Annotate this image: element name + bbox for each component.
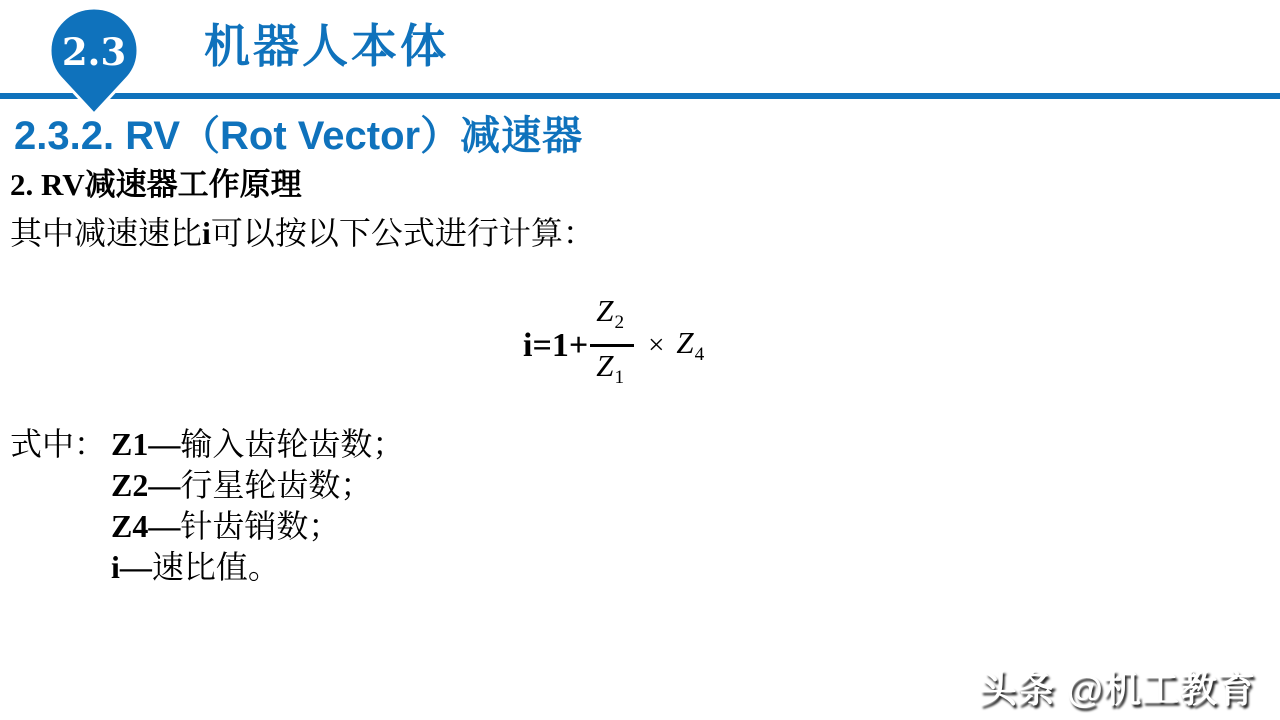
definition-dash: —	[148, 426, 181, 462]
definition-term: Z2	[111, 467, 149, 503]
section-number-badge: 2.3	[61, 30, 127, 74]
formula-fraction	[590, 292, 634, 399]
formula-multiply-operator: ×	[648, 329, 665, 362]
subheading: 2. RV减速器工作原理	[10, 167, 302, 202]
definition-dash: —	[148, 467, 181, 503]
formula-denominator	[590, 347, 634, 399]
speed-ratio-formula	[523, 292, 704, 399]
watermark: 头条 @机工教育	[979, 669, 1256, 710]
definition-term: Z4	[111, 508, 149, 544]
header-divider-line	[0, 93, 1280, 99]
definition-term: Z1	[111, 426, 149, 462]
definition-description: 行星轮齿数；	[180, 467, 373, 503]
intro-variable: i	[202, 215, 211, 251]
symbol-definitions	[10, 424, 404, 588]
definition-row	[10, 547, 404, 588]
definition-description: 针齿销数；	[180, 508, 341, 544]
section-heading	[14, 113, 583, 159]
denominator-base: Z	[596, 348, 614, 384]
definition-row	[10, 424, 404, 465]
definitions-label: 式中：	[10, 426, 107, 462]
definition-description: 输入齿轮齿数；	[180, 426, 405, 462]
numerator-base: Z	[596, 293, 614, 328]
section-pin-icon	[48, 6, 140, 116]
denominator-subscript: 1	[614, 367, 625, 389]
definition-description: 速比值。	[151, 549, 280, 585]
definition-dash: —	[148, 508, 181, 544]
definition-row	[10, 506, 404, 547]
chapter-title: 机器人本体	[204, 20, 449, 72]
formula-factor	[676, 325, 704, 366]
section-heading-emphasis: 减速器	[460, 114, 584, 158]
definition-row	[10, 465, 404, 506]
formula-lhs: i=1+	[523, 326, 589, 364]
factor-base: Z	[676, 325, 694, 361]
intro-prefix: 其中减速速比	[10, 215, 203, 251]
section-heading-prefix: 2.3.2. RV（Rot Vector）	[14, 114, 461, 158]
intro-text	[10, 214, 595, 252]
numerator-subscript: 2	[614, 312, 625, 334]
definition-dash: —	[119, 549, 152, 585]
factor-subscript: 4	[694, 344, 705, 366]
formula-numerator	[590, 292, 634, 347]
intro-suffix: 可以按以下公式进行计算：	[210, 215, 595, 251]
definition-term: i	[111, 549, 120, 585]
